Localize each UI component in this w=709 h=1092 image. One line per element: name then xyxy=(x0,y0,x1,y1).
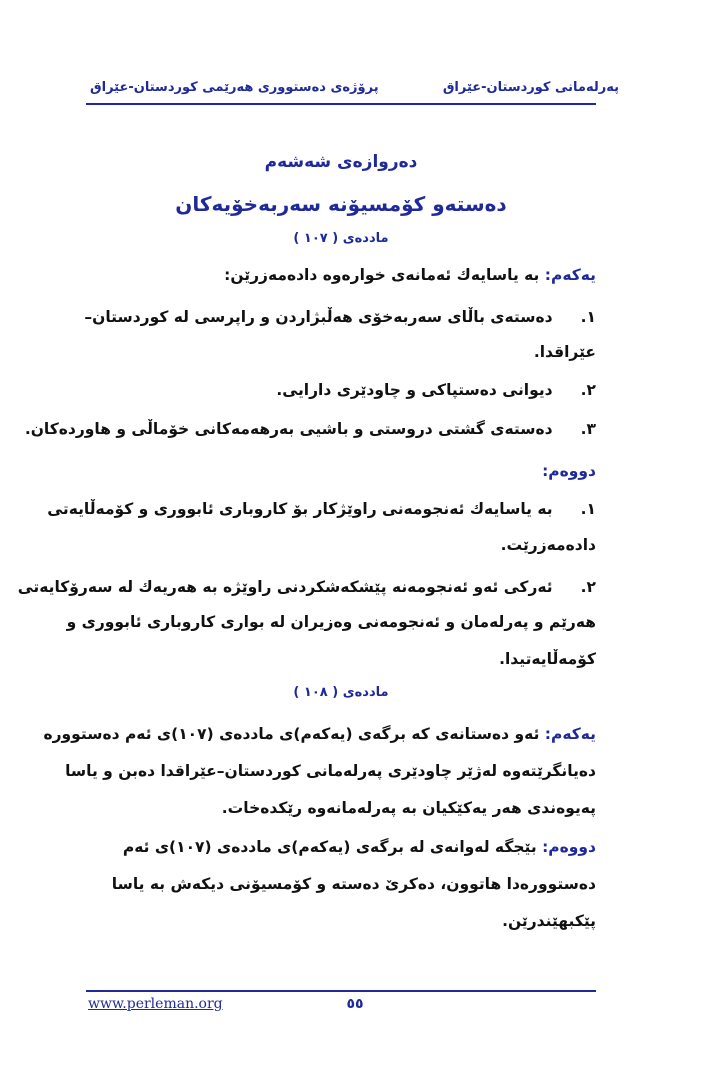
paragraph-text: ئەو دەستانەی کە برگەی (یەکەم)ی ماددەی (١٠٧)ی ئەم دەستوورە xyxy=(43,725,540,743)
paragraph-text: بێجگە لەوانەی لە برگەی (یەکەم)ی ماددەی (١٠٧)ی ئەم xyxy=(122,838,537,856)
article-108-first-line1 xyxy=(43,725,596,743)
second-label: دووەم: xyxy=(542,462,596,480)
article-108-second-line2: دەستوورەدا هاتوون، دەکرێ دەستە و کۆمسیۆنی دیکەش بە یاسا xyxy=(111,875,596,893)
footer-rule xyxy=(86,990,596,992)
page-number: ٥٥ xyxy=(346,996,364,1012)
list-item-cont: دادەمەزرێت. xyxy=(500,536,596,554)
list-item xyxy=(86,381,596,399)
list-item-cont: کۆمەڵایەتیدا. xyxy=(499,650,596,668)
intro-text: بە یاسایەك ئەمانەی خوارەوە دادەمەزرێن: xyxy=(224,266,540,284)
header-right-title: پەرلەمانی کوردستان-عێراق xyxy=(442,80,619,95)
article-108-first-line3: پەیوەندی هەر یەکێکیان بە پەرلەمانەوە رێکدەخات. xyxy=(221,799,596,817)
article-107-title: ماددەی ( ١٠٧ ) xyxy=(293,231,389,246)
section-title: دەروازەی شەشەم xyxy=(264,152,418,172)
list-item xyxy=(24,420,596,438)
list-number: ١. xyxy=(580,308,596,326)
first-label: یەکەم: xyxy=(544,725,596,743)
second-label: دووەم: xyxy=(542,838,596,856)
list-text: بە یاسایەك ئەنجومەنی راوێژکار بۆ کاروباری ئابووری و کۆمەڵایەتی xyxy=(47,500,553,518)
list-item-cont: هەرێم و پەرلەمان و ئەنجومەنی وەزیران لە بواری کاروباری ئابووری و xyxy=(66,613,596,631)
list-item xyxy=(47,500,596,518)
list-number: ٢. xyxy=(580,578,596,596)
list-item-cont: عێراقدا. xyxy=(533,343,596,361)
first-label: یەکەم: xyxy=(544,266,596,284)
list-number: ١. xyxy=(580,500,596,518)
header-rule xyxy=(86,103,596,105)
article-107-second-label xyxy=(86,462,596,480)
article-108-first-line2: دەیانگرێتەوە لەژێر چاودێری پەرلەمانی کوردستان–عێراقدا دەبن و یاسا xyxy=(65,762,596,780)
article-108-title: ماددەی ( ١٠٨ ) xyxy=(293,685,389,700)
list-text: دەستەی باڵای سەربەخۆی هەڵبژاردن و راپرسی لە کوردستان– xyxy=(84,308,553,326)
list-item xyxy=(86,308,596,326)
footer-url-link[interactable]: www.perleman.org xyxy=(88,996,223,1012)
header-left-title: پرۆژەی دەستووری هەرێمی کوردستان-عێراق xyxy=(90,80,379,95)
chapter-title: دەستەو کۆمسیۆنە سەربەخۆیەکان xyxy=(175,192,507,216)
article-108-second-line3: پێکبهێندرێن. xyxy=(502,912,596,930)
list-item xyxy=(17,578,596,596)
article-108-second-line1 xyxy=(86,838,596,856)
list-number: ٣. xyxy=(580,420,596,438)
list-number: ٢. xyxy=(580,381,596,399)
list-text: دیوانی دەستپاکی و چاودێری دارایی. xyxy=(276,381,553,399)
article-107-first-intro xyxy=(86,266,596,284)
list-text: ئەرکی ئەو ئەنجومەنە پێشکەشکردنی راوێژە بە هەریەك لە سەرۆکایەتی xyxy=(17,578,553,596)
list-text: دەستەی گشتی دروستی و باشیی بەرهەمەکانی خۆماڵی و هاوردەکان. xyxy=(24,420,553,438)
